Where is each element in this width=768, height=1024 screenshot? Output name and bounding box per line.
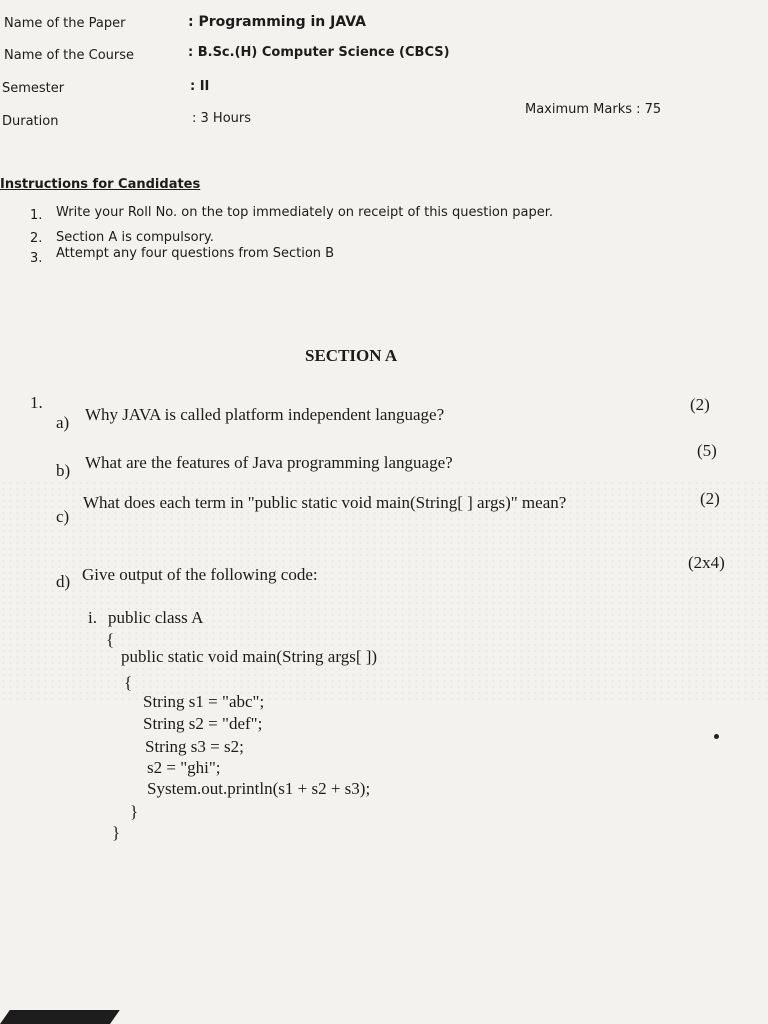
question-text: Why JAVA is called platform independent language? — [85, 405, 445, 424]
code-line: { — [106, 630, 115, 649]
instruction-text: Write your Roll No. on the top immediately on receipt of this question paper. — [56, 205, 554, 220]
question-label: b) — [56, 461, 71, 480]
semester-value: : II — [190, 79, 210, 94]
maximum-marks: Maximum Marks : 75 — [525, 102, 662, 117]
question-text: What are the features of Java programming language? — [85, 453, 453, 472]
instruction-number: 2. — [30, 231, 43, 246]
question-label: c) — [56, 507, 70, 526]
code-line: } — [112, 823, 121, 842]
code-line: s2 = "ghi"; — [147, 758, 221, 777]
code-line: } — [130, 802, 139, 821]
scan-noise — [0, 480, 768, 700]
code-line: String s2 = "def"; — [143, 714, 263, 733]
instruction-text: Section A is compulsory. — [56, 230, 214, 245]
paper-name-value: : Programming in JAVA — [188, 14, 366, 30]
question-number: 1. — [30, 393, 43, 412]
course-name-value: : B.Sc.(H) Computer Science (CBCS) — [188, 45, 450, 60]
duration-value: : 3 Hours — [192, 111, 252, 126]
duration-label: Duration — [2, 114, 59, 129]
question-marks: (2x4) — [688, 553, 725, 572]
question-text: What does each term in "public static void main(String[ ] args)" mean? — [83, 493, 567, 512]
paper-name-label: Name of the Paper — [4, 16, 126, 31]
section-title: SECTION A — [305, 346, 398, 365]
question-marks: (2) — [700, 489, 720, 508]
code-line: public static void main(String args[ ]) — [121, 647, 378, 666]
ink-dot — [714, 734, 719, 739]
page-corner-shadow — [0, 1010, 120, 1024]
code-line: String s3 = s2; — [145, 737, 244, 756]
code-line: public class A — [108, 608, 204, 627]
question-text: Give output of the following code: — [82, 565, 318, 584]
course-name-label: Name of the Course — [4, 48, 134, 63]
question-marks: (5) — [697, 441, 717, 460]
code-line: System.out.println(s1 + s2 + s3); — [147, 779, 371, 798]
question-label: a) — [56, 413, 70, 432]
instruction-number: 3. — [30, 251, 43, 266]
question-label: d) — [56, 572, 71, 591]
subquestion-label: i. — [88, 608, 97, 627]
semester-label: Semester — [2, 81, 65, 96]
code-line: { — [124, 673, 133, 692]
code-line: String s1 = "abc"; — [143, 692, 265, 711]
instruction-number: 1. — [30, 208, 43, 223]
question-marks: (2) — [690, 395, 710, 414]
instruction-text: Attempt any four questions from Section B — [56, 246, 335, 261]
instructions-title: Instructions for Candidates — [0, 177, 201, 192]
